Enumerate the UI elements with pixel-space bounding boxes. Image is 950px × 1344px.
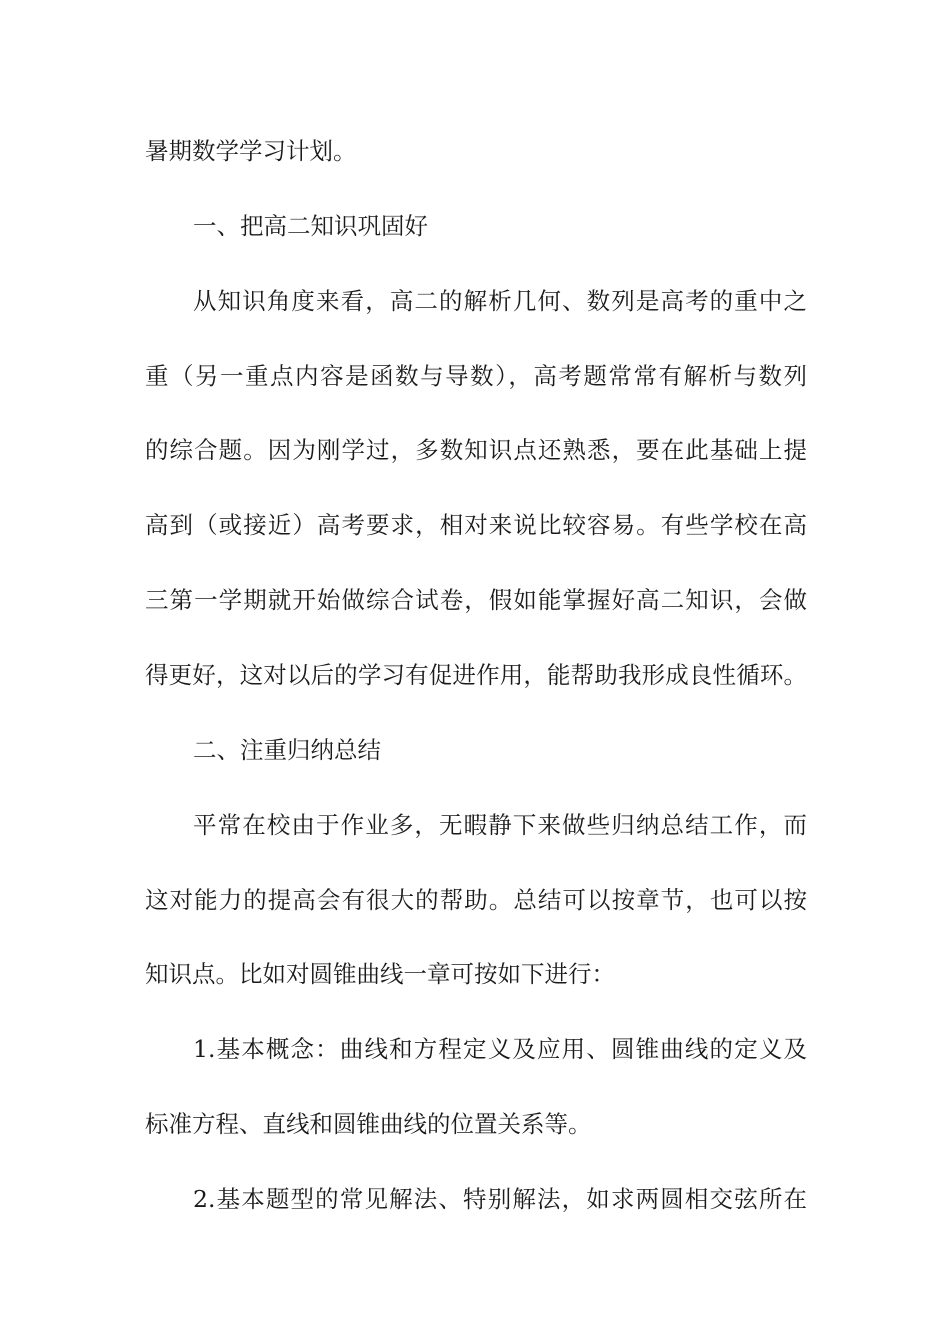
text-line-14: 标准方程、直线和圆锥曲线的位置关系等。 [145, 1110, 592, 1138]
list-item-2: 2.基本题型的常见解法、特别解法，如求两圆相交弦所在 [193, 1185, 807, 1213]
text-line-4: 重（另一重点内容是函数与导数），高考题常常有解析与数列 [145, 362, 807, 390]
text-line-1: 暑期数学学习计划。 [145, 137, 357, 165]
text-line-12: 知识点。比如对圆锥曲线一章可按如下进行： [145, 960, 615, 988]
section-heading-2: 二、注重归纳总结 [193, 736, 381, 764]
text-line-8: 得更好，这对以后的学习有促进作用，能帮助我形成良性循环。 [145, 661, 807, 689]
text-line-10: 平常在校由于作业多，无暇静下来做些归纳总结工作，而 [193, 811, 807, 839]
text-line-7: 三第一学期就开始做综合试卷，假如能掌握好高二知识，会做 [145, 586, 807, 614]
text-line-6: 高到（或接近）高考要求，相对来说比较容易。有些学校在高 [145, 511, 807, 539]
text-line-5: 的综合题。因为刚学过，多数知识点还熟悉，要在此基础上提 [145, 436, 807, 464]
section-heading-1: 一、把高二知识巩固好 [193, 212, 428, 240]
text-line-11: 这对能力的提高会有很大的帮助。总结可以按章节，也可以按 [145, 886, 807, 914]
text-line-3: 从知识角度来看，高二的解析几何、数列是高考的重中之 [193, 287, 807, 315]
list-item-1: 1.基本概念：曲线和方程定义及应用、圆锥曲线的定义及 [193, 1035, 807, 1063]
